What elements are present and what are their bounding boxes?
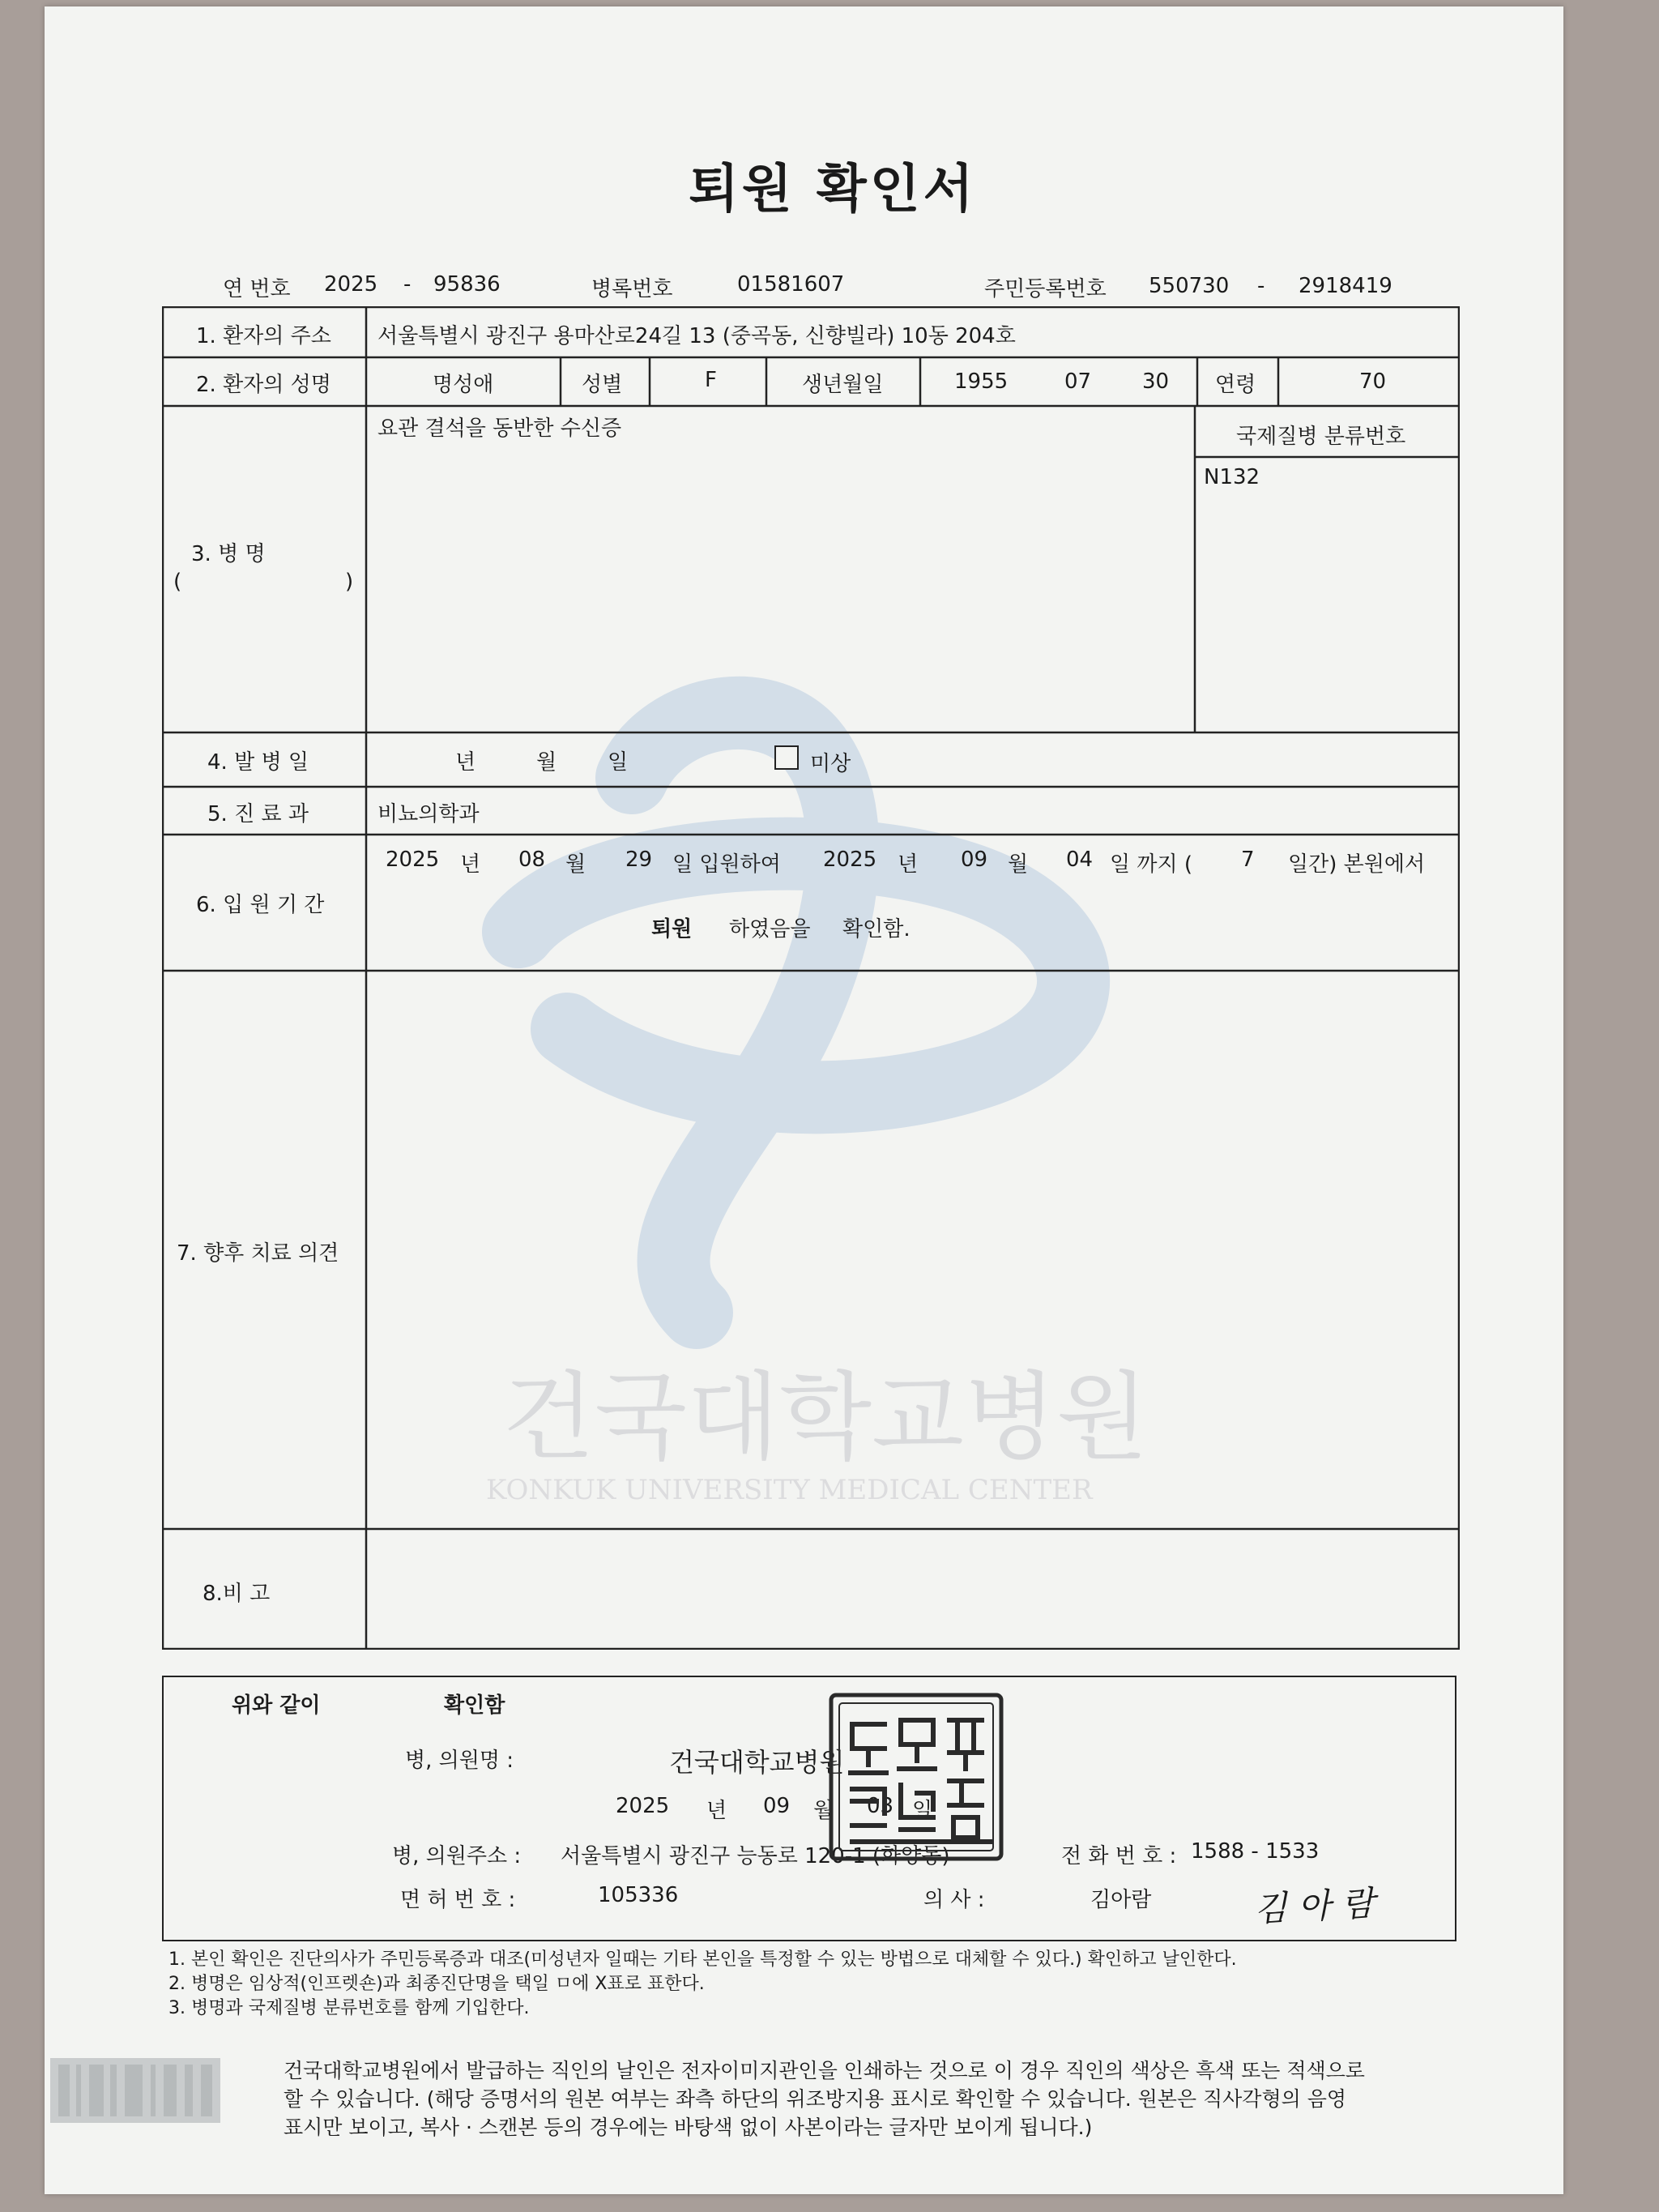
rrn-back: 2918419 (1299, 274, 1392, 298)
period-label: 6. 입 원 기 간 (196, 893, 325, 917)
period-unit-year: 년 (460, 852, 481, 877)
icd-label: 국제질병 분류번호 (1236, 425, 1406, 449)
phone-label: 전 화 번 호 : (1061, 1844, 1177, 1868)
period-end-year: 2025 (823, 848, 877, 872)
serial-year: 2025 (324, 272, 378, 297)
table-grid (162, 306, 1460, 1650)
note-3: 3. 병명과 국제질병 분류번호를 함께 기입한다. (168, 1998, 530, 2018)
period-unit-month: 월 (565, 852, 586, 877)
period-unit-month2: 월 (1008, 852, 1029, 877)
period-end-day: 04 (1066, 848, 1094, 872)
record-label: 병록번호 (591, 277, 673, 301)
confirmed-label: 확인함 (444, 1693, 505, 1718)
dob-label: 생년월일 (802, 373, 884, 397)
dept-value: 비뇨의학과 (377, 802, 480, 826)
hospital-name-label: 병, 의원명 : (405, 1749, 514, 1773)
period-days-text: 일간) 본원에서 (1288, 852, 1426, 877)
discharge-word: 퇴원 (651, 917, 693, 942)
disease-label-paren-open: ( (173, 570, 182, 594)
date-month: 09 (763, 1794, 791, 1818)
serial-label: 연 번호 (223, 277, 291, 301)
rrn-front: 550730 (1149, 274, 1230, 298)
onset-month-unit: 월 (536, 750, 557, 775)
onset-unknown-label: 미상 (810, 752, 851, 776)
confirm-text-1: 하였음을 (729, 917, 811, 942)
opinion-label: 7. 향후 치료 의견 (177, 1241, 339, 1266)
serial-number: 95836 (433, 272, 501, 297)
onset-year-unit: 년 (455, 750, 476, 775)
hospital-address: 서울특별시 광진구 능동로 120-1 (화양동) (561, 1844, 950, 1868)
patient-name: 명성애 (433, 373, 494, 397)
dob-month: 07 (1064, 369, 1092, 394)
name-label: 2. 환자의 성명 (196, 373, 331, 397)
serial-dash: - (403, 272, 412, 297)
age-value: 70 (1359, 369, 1387, 394)
age-label: 연령 (1215, 373, 1256, 397)
note-1: 1. 본인 확인은 진단의사가 주민등록증과 대조(미성년자 일때는 기타 본인을 특정할 수 있는 방법으로 대체할 수 있다.) 확인하고 날인한다. (168, 1949, 1237, 1970)
onset-day-unit: 일 (608, 750, 629, 775)
period-until-text: 일 까지 ( (1110, 852, 1193, 877)
doctor-label: 의 사 : (923, 1888, 985, 1912)
period-end-month: 09 (961, 848, 988, 872)
date-day: 03 (867, 1794, 894, 1818)
dob-year: 1955 (954, 369, 1009, 394)
info-table (162, 306, 1460, 1650)
license-value: 105336 (598, 1883, 679, 1907)
date-year-unit: 년 (706, 1799, 727, 1823)
rrn-label: 주민등록번호 (984, 277, 1107, 301)
period-admit-text: 일 입원하여 (672, 852, 781, 877)
icd-value: N132 (1204, 465, 1260, 489)
record-number: 01581607 (737, 272, 845, 297)
disease-value: 요관 결석을 동반한 수신증 (377, 416, 622, 441)
as-above-label: 위와 같이 (232, 1693, 321, 1718)
period-start-month: 08 (518, 848, 546, 872)
date-day-unit: 일 (912, 1799, 933, 1823)
anti-forgery-mark (50, 2058, 220, 2123)
rrn-dash: - (1257, 274, 1265, 298)
confirm-text-2: 확인함. (842, 917, 911, 942)
dept-label: 5. 진 료 과 (207, 802, 309, 826)
doctor-signature: 김 아 람 (1252, 1883, 1375, 1929)
period-start-day: 29 (625, 848, 653, 872)
hospital-name: 건국대학교병원 (669, 1747, 845, 1778)
watermark-name-ko: 건국대학교병원 (502, 1361, 1149, 1473)
phone-value: 1588 - 1533 (1191, 1839, 1320, 1864)
document-title: 퇴원 확인서 (689, 160, 977, 220)
issue-notice-line-2: 할 수 있습니다. (해당 증명서의 원본 여부는 좌측 하단의 위조방지용 표시로 확인할 수 있습니다. 원본은 직사각형의 음영 (284, 2087, 1346, 2111)
disease-label: 3. 병 명 (191, 542, 266, 566)
issue-notice-line-3: 표시만 보이고, 복사 · 스캔본 등의 경우에는 바탕색 없이 사본이라는 글자만 보이게 됩니다.) (284, 2116, 1093, 2139)
remarks-label: 8.비 고 (203, 1582, 271, 1606)
issue-notice-line-1: 건국대학교병원에서 발급하는 직인의 날인은 전자이미지관인을 인쇄하는 것으로 이 경우 직인의 색상은 흑색 또는 적색으로 (284, 2059, 1365, 2082)
period-days: 7 (1241, 848, 1255, 872)
date-year: 2025 (616, 1794, 670, 1818)
license-label: 면 허 번 호 : (400, 1888, 516, 1912)
onset-label: 4. 발 병 일 (207, 750, 309, 775)
hospital-address-label: 병, 의원주소 : (392, 1844, 522, 1868)
onset-unknown-checkbox[interactable] (774, 745, 799, 770)
doctor-name: 김아람 (1090, 1888, 1152, 1912)
address-value: 서울특별시 광진구 용마산로24길 13 (중곡동, 신향빌라) 10동 204호 (377, 324, 1016, 348)
period-unit-year2: 년 (898, 852, 919, 877)
dob-day: 30 (1142, 369, 1170, 394)
official-seal-stamp (828, 1692, 1004, 1862)
date-month-unit: 월 (813, 1799, 834, 1823)
sex-label: 성별 (582, 373, 623, 397)
watermark-name-en: KONKUK UNIVERSITY MEDICAL CENTER (486, 1474, 1093, 1506)
note-2: 2. 병명은 임상적(인프렛숀)과 최종진단명을 택일 ㅁ에 X표로 표한다. (168, 1974, 705, 1994)
sex-value: F (705, 368, 717, 392)
period-start-year: 2025 (386, 848, 440, 872)
address-label: 1. 환자의 주소 (196, 324, 331, 348)
disease-label-paren-close: ) (345, 570, 354, 594)
